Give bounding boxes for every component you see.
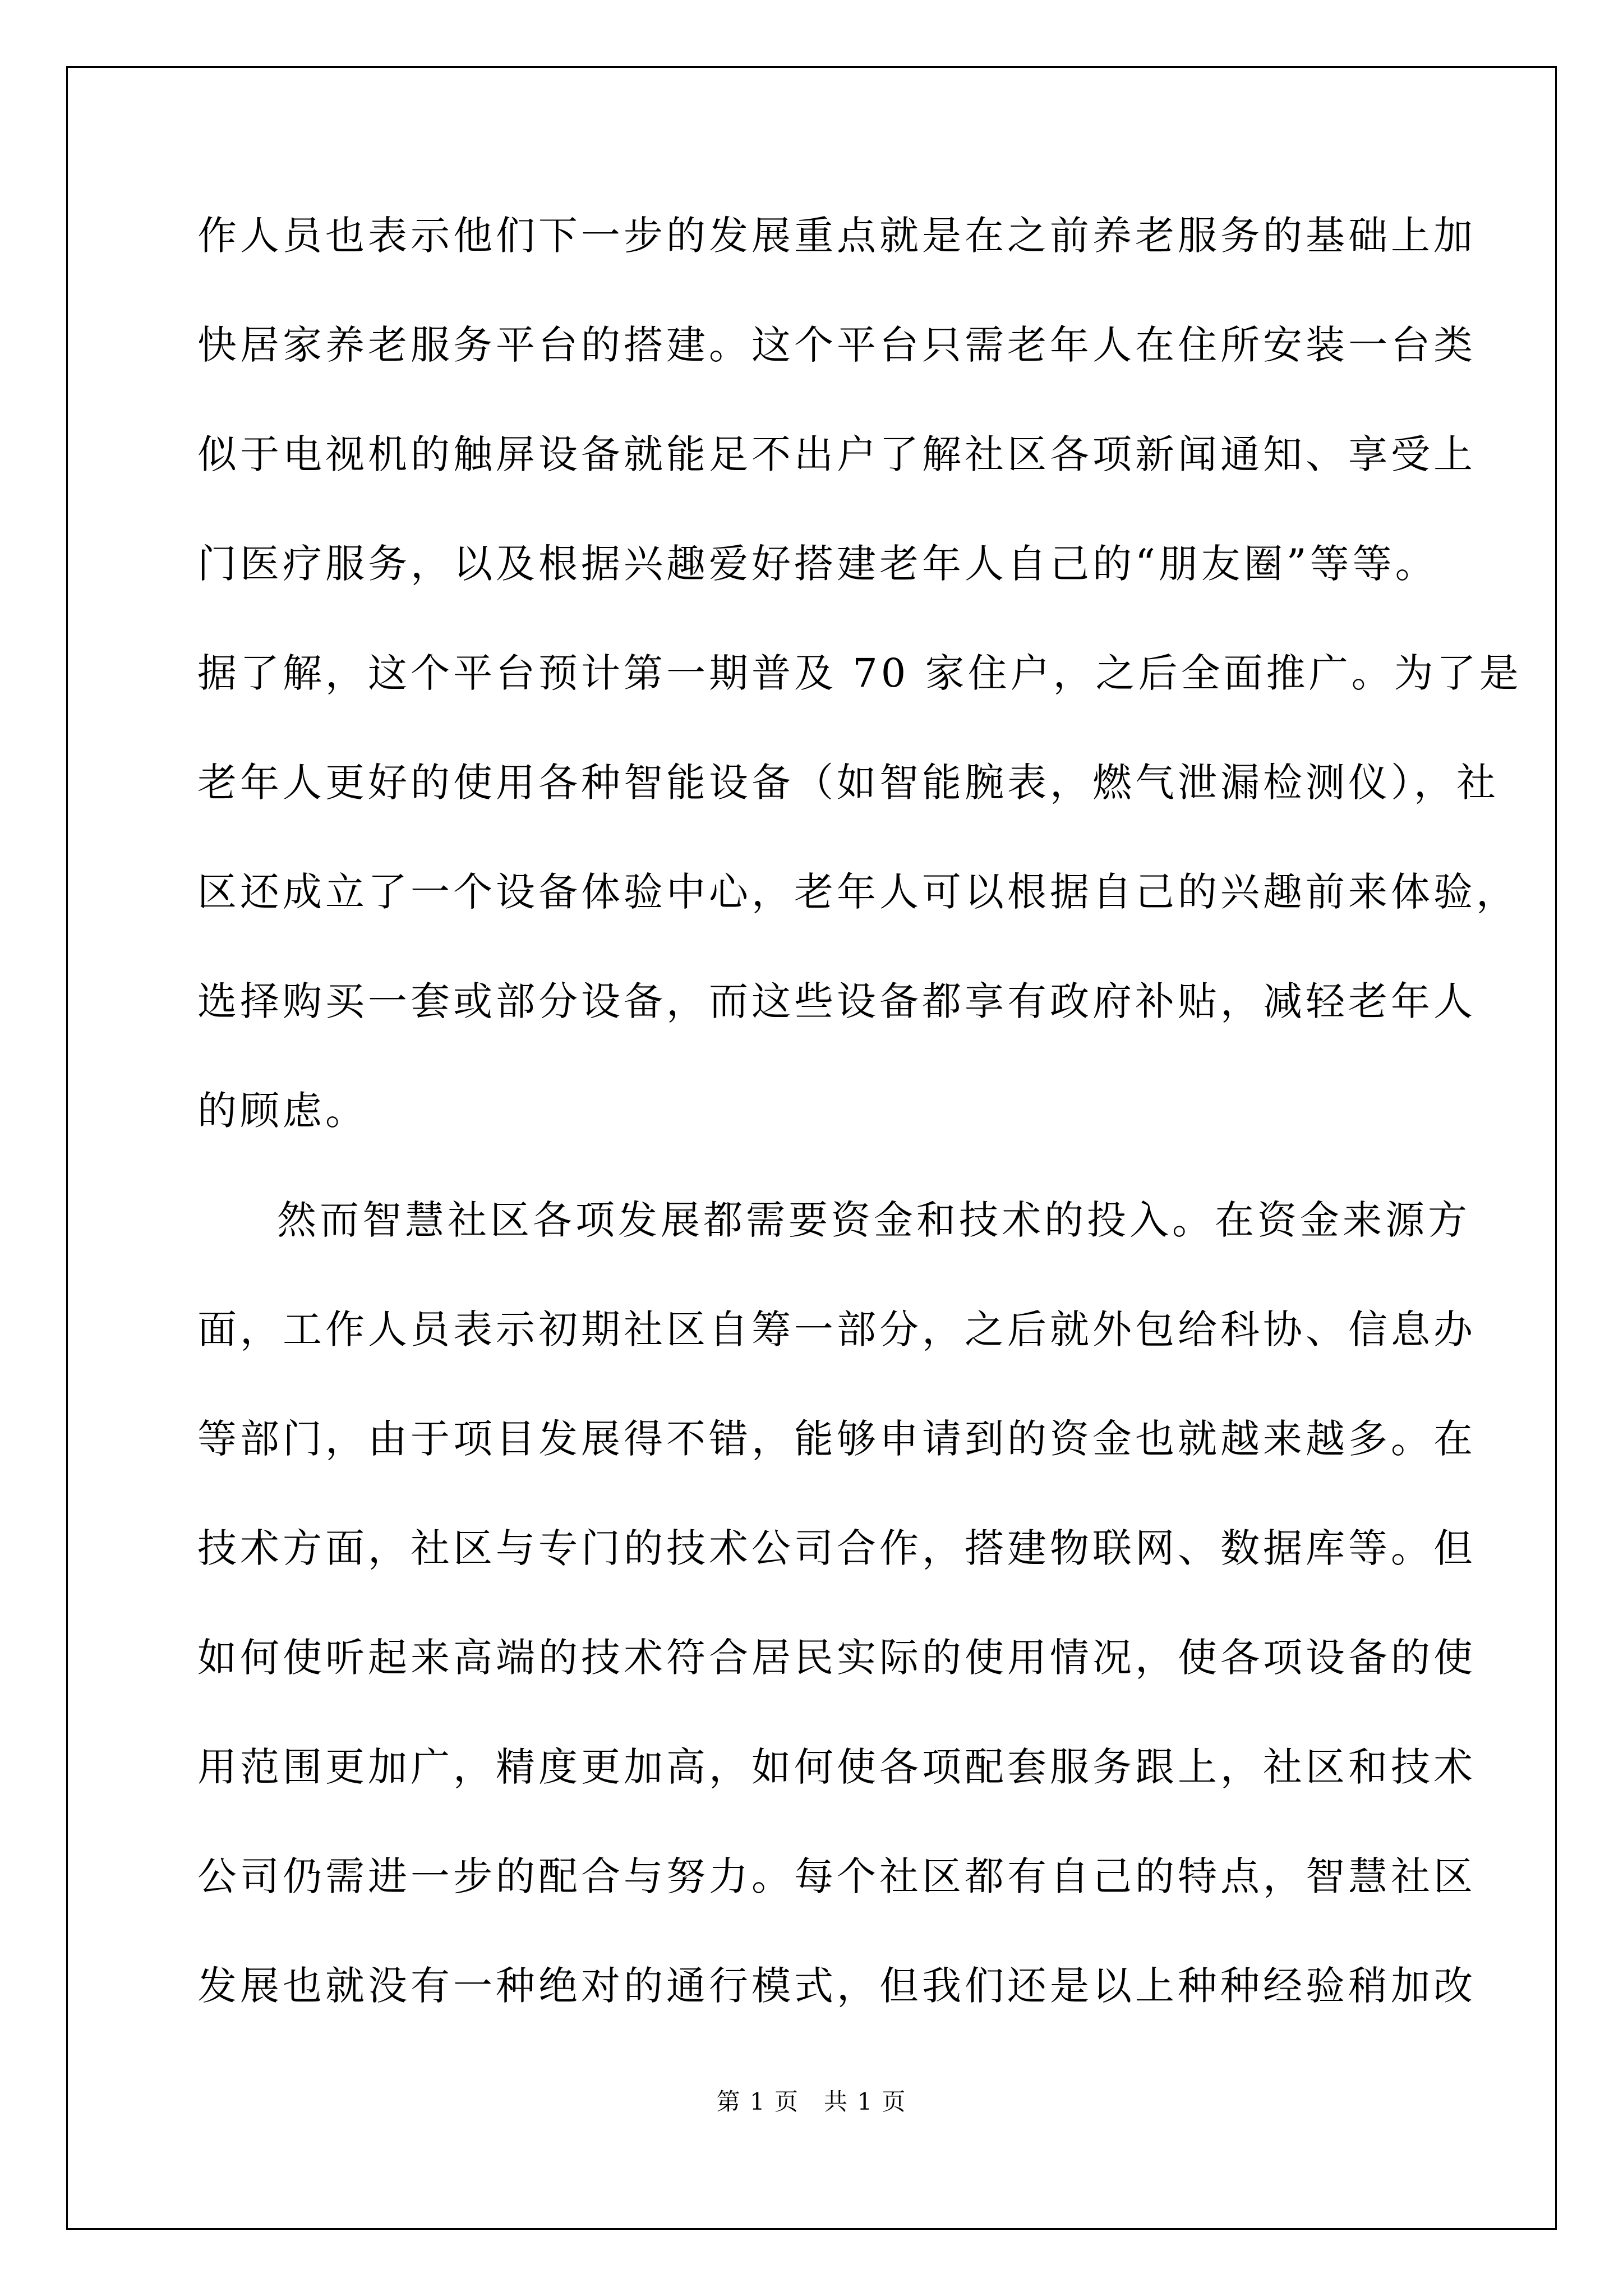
text-line: 老年人更好的使用各种智能设备（如智能腕表，燃气泄漏检测仪），社 (197, 760, 1499, 806)
text-line: 等部门，由于项目发展得不错，能够申请到的资金也就越来越多。在 (197, 1416, 1476, 1462)
document-body (197, 213, 1522, 2076)
text-line: 如何使听起来高端的技术符合居民实际的使用情况，使各项设备的使 (197, 1635, 1476, 1681)
text-line: 的顾虑。 (197, 1088, 368, 1134)
text-line: 选择购买一套或部分设备，而这些设备都享有政府补贴，减轻老年人 (197, 978, 1476, 1024)
paragraph-start-line: 然而智慧社区各项发展都需要资金和技术的投入。在资金来源方 (277, 1197, 1470, 1243)
text-line: 用范围更加广，精度更加高，如何使各项配套服务跟上，社区和技术 (197, 1744, 1476, 1790)
text-line: 公司仍需进一步的配合与努力。每个社区都有自己的特点，智慧社区 (197, 1853, 1476, 1899)
text-line: 据了解，这个平台预计第一期普及 70 家住户，之后全面推广。为了是 (197, 650, 1522, 696)
page-number-footer: 第 1 页 共 1 页 (716, 2088, 907, 2115)
text-line: 似于电视机的触屏设备就能足不出户了解社区各项新闻通知、享受上 (197, 431, 1476, 477)
text-line: 面，工作人员表示初期社区自筹一部分，之后就外包给科协、信息办 (197, 1306, 1476, 1352)
text-line: 技术方面，社区与专门的技术公司合作，搭建物联网、数据库等。但 (197, 1525, 1476, 1571)
text-line: 区还成立了一个设备体验中心，老年人可以根据自己的兴趣前来体验， (197, 869, 1519, 915)
text-line: 快居家养老服务平台的搭建。这个平台只需老年人在住所安装一台类 (197, 322, 1476, 368)
text-line: 发展也就没有一种绝对的通行模式，但我们还是以上种种经验稍加改 (197, 1963, 1476, 2009)
text-line: 作人员也表示他们下一步的发展重点就是在之前养老服务的基础上加 (197, 213, 1476, 259)
text-line: 门医疗服务，以及根据兴趣爱好搭建老年人自己的“朋友圈”等等。 (197, 541, 1438, 587)
